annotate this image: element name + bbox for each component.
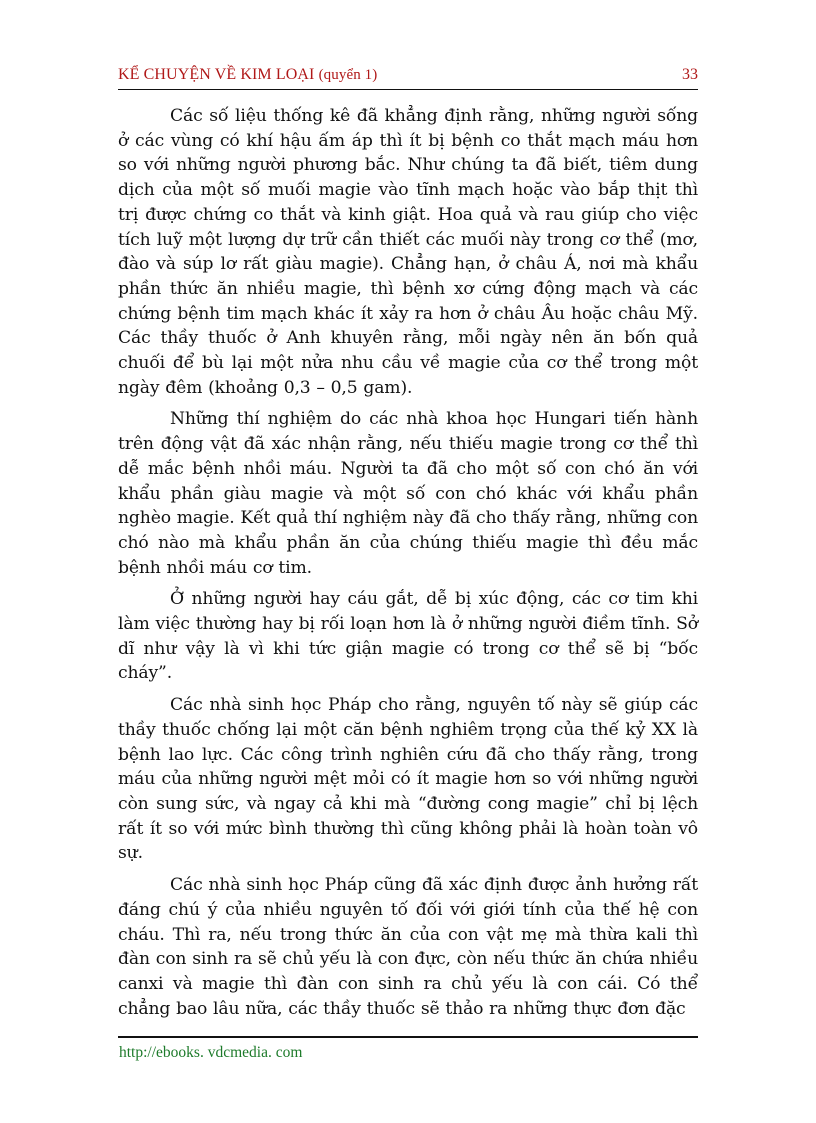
page-body xyxy=(118,104,698,1028)
footer-website-link[interactable]: http://ebooks. vdcmedia. com xyxy=(119,1044,303,1061)
volume-label: (quyển 1) xyxy=(318,67,378,83)
book-title: KỂ CHUYỆN VỀ KIM LOẠI xyxy=(118,66,315,83)
paragraph-5: Các nhà sinh học Pháp cũng đã xác định được ảnh hưởng rất đáng chú ý của nhiều nguyên tố đối với giới tính của thế hệ con cháu. Thì ra, nếu trong thức ăn của con vật mẹ mà thừa kali thì đàn con sinh ra sẽ chủ yếu là con đực, còn nếu thức ăn chứa nhiều canxi và magie thì đàn con sinh ra chủ yếu là con cái. Có thể chẳng bao lâu nữa, các thầy thuốc sẽ thảo ra những thực đơn đặc xyxy=(118,875,698,1019)
paragraph-1: Các số liệu thống kê đã khẳng định rằng, những người sống ở các vùng có khí hậu ấm áp thì ít bị bệnh co thắt mạch máu hơn so với những người phương bắc. Như chúng ta đã biết, tiêm dung dịch của một số muối magie vào tĩnh mạch hoặc vào bắp thịt thì trị được chứng co thắt và kinh giật. Hoa quả và rau giúp cho việc tích luỹ một lượng dự trữ cần thiết các muối này trong cơ thể (mơ, đào và súp lơ rất giàu magie). Chẳng hạn, ở châu Á, nơi mà khẩu phần thức ăn nhiều magie, thì bệnh xơ cứng động mạch và các chứng bệnh tim mạch khác ít xảy ra hơn ở châu Âu hoặc châu Mỹ. Các thầy thuốc ở Anh khuyên rằng, mỗi ngày nên ăn bốn quả chuối để bù lại một nửa nhu cầu về magie của cơ thể trong một ngày đêm (khoảng 0,3 – 0,5 gam). xyxy=(118,106,698,398)
paragraph-4: Các nhà sinh học Pháp cho rằng, nguyên tố này sẽ giúp các thầy thuốc chống lại một căn bệnh nghiêm trọng của thế kỷ XX là bệnh lao lực. Các công trình nghiên cứu đã cho thấy rằng, trong máu của những người mệt mỏi có ít magie hơn so với những người còn sung sức, và ngay cả khi mà “đường cong magie” chỉ bị lệch rất ít so với mức bình thường thì cũng không phải là hoàn toàn vô sự. xyxy=(118,695,698,864)
footer-divider xyxy=(118,1036,698,1038)
running-title xyxy=(118,66,377,84)
paragraph-3: Ở những người hay cáu gắt, dễ bị xúc động, các cơ tim khi làm việc thường hay bị rối loạn hơn là ở những người điềm tĩnh. Sở dĩ như vậy là vì khi tức giận magie có trong cơ thể sẽ bị “bốc cháy”. xyxy=(118,589,698,684)
page-number: 33 xyxy=(682,66,698,83)
paragraph-2: Những thí nghiệm do các nhà khoa học Hungari tiến hành trên động vật đã xác nhận rằng, nếu thiếu magie trong cơ thể thì dễ mắc bệnh nhồi máu. Người ta đã cho một số con chó ăn với khẩu phần giàu magie và một số con chó khác với khẩu phần nghèo magie. Kết quả thí nghiệm này đã cho thấy rằng, những con chó nào mà khẩu phần ăn của chúng thiếu magie thì đều mắc bệnh nhồi máu cơ tim. xyxy=(118,409,698,578)
page-header xyxy=(118,64,698,86)
header-divider xyxy=(118,89,698,90)
